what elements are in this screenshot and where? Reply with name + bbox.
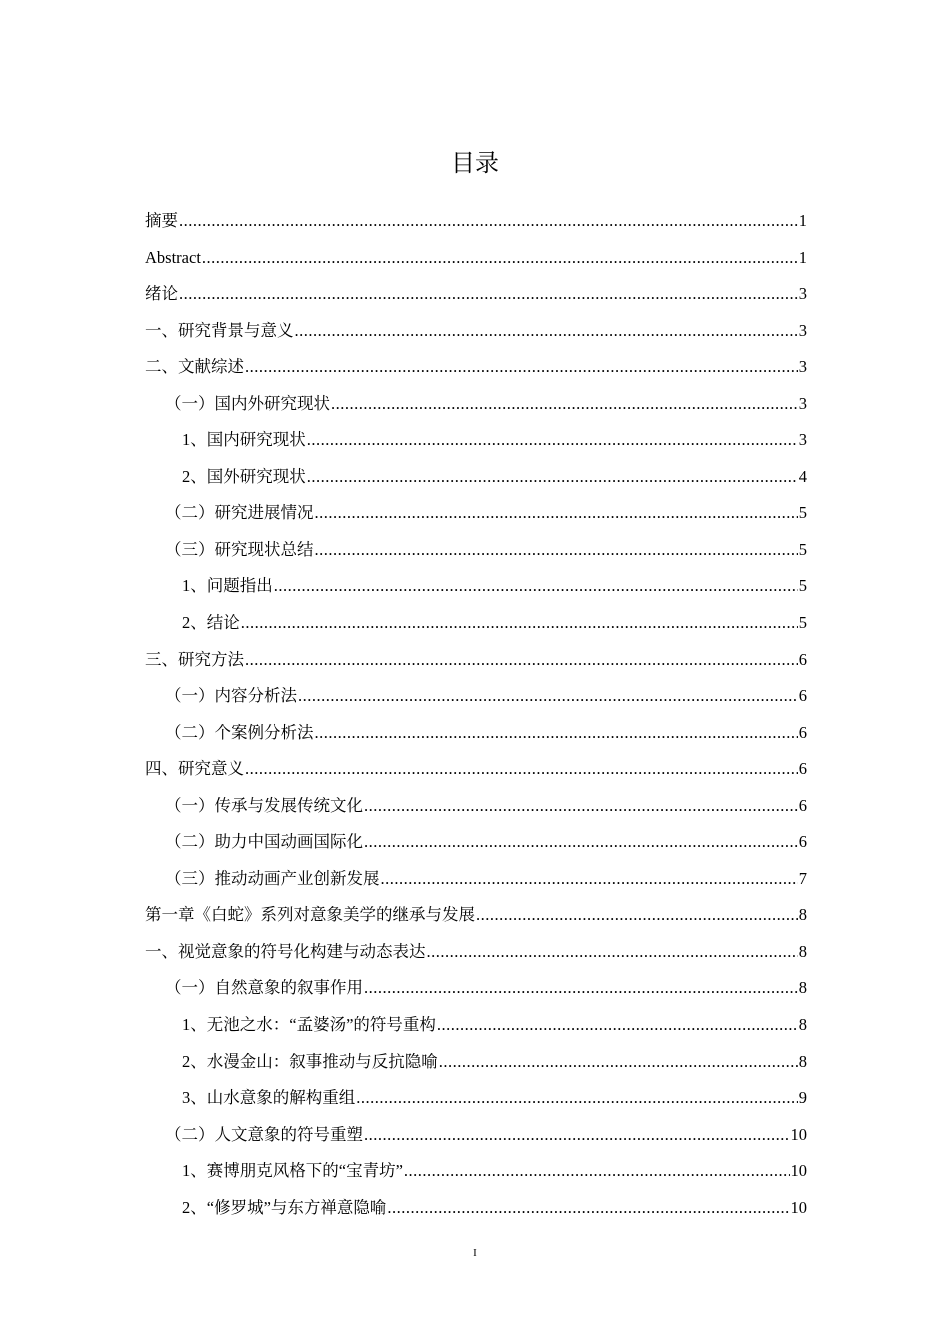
- dot-leader: [315, 715, 798, 751]
- dot-leader: [364, 824, 798, 860]
- dot-leader: [356, 1080, 798, 1116]
- dot-leader: [179, 276, 798, 312]
- toc-entry[interactable]: [145, 1044, 807, 1081]
- dot-leader: [476, 897, 798, 933]
- dot-leader: [241, 605, 798, 641]
- toc-entry-page-number: 3: [798, 393, 807, 413]
- toc-entry-label: 1、国内研究现状: [182, 430, 306, 450]
- dot-leader: [387, 1190, 789, 1226]
- toc-entry-label: 一、视觉意象的符号化构建与动态表达: [145, 941, 426, 961]
- dot-leader: [202, 240, 798, 276]
- toc-entry-page-number: 6: [798, 795, 807, 815]
- toc-entry-page-number: 8: [798, 978, 807, 998]
- dot-leader: [404, 1153, 790, 1189]
- toc-entry-label: （三）推动动画产业创新发展: [165, 868, 380, 888]
- toc-entry[interactable]: [145, 203, 807, 240]
- toc-entry-label: 四、研究意义: [145, 759, 244, 779]
- toc-entry-page-number: 6: [798, 832, 807, 852]
- toc-entry-label: 2、国外研究现状: [182, 466, 306, 486]
- dot-leader: [245, 642, 798, 678]
- toc-entry-label: （三）研究现状总结: [165, 539, 314, 559]
- toc-entry-label: 1、赛博朋克风格下的“宝青坊”: [182, 1161, 403, 1181]
- toc-entry[interactable]: [145, 1080, 807, 1117]
- toc-entry[interactable]: [145, 313, 807, 350]
- toc-entry[interactable]: [145, 495, 807, 532]
- toc-entry-label: 1、无池之水：“孟婆汤”的符号重构: [182, 1015, 436, 1035]
- dot-leader: [179, 203, 798, 239]
- dot-leader: [381, 861, 798, 897]
- toc-entry-page-number: 5: [798, 503, 807, 523]
- toc-entry[interactable]: [145, 386, 807, 423]
- toc-entry[interactable]: [145, 1153, 807, 1190]
- dot-leader: [437, 1007, 798, 1043]
- toc-entry[interactable]: [145, 751, 807, 788]
- toc-entry[interactable]: [145, 532, 807, 569]
- toc-entry-label: （二）助力中国动画国际化: [165, 832, 363, 852]
- toc-entry[interactable]: [145, 897, 807, 934]
- toc-entry-label: 3、山水意象的解构重组: [182, 1088, 356, 1108]
- toc-entry-page-number: 4: [798, 466, 807, 486]
- toc-entry-label: Abstract: [145, 247, 201, 267]
- toc-entry-label: （二）研究进展情况: [165, 503, 314, 523]
- toc-entry-page-number: 5: [798, 576, 807, 596]
- toc-entry-page-number: 5: [798, 613, 807, 633]
- toc-entry-page-number: 7: [798, 868, 807, 888]
- dot-leader: [364, 1117, 790, 1153]
- toc-entry-page-number: 3: [798, 320, 807, 340]
- toc-entry-label: 一、研究背景与意义: [145, 320, 294, 340]
- toc-entry-label: 2、结论: [182, 613, 240, 633]
- toc-entry-label: 绪论: [145, 284, 178, 304]
- toc-title: 目录: [451, 149, 499, 177]
- toc-entry-label: （一）内容分析法: [165, 686, 297, 706]
- toc-entry-label: 2、水漫金山：叙事推动与反抗隐喻: [182, 1051, 438, 1071]
- toc-entry-label: 1、问题指出: [182, 576, 273, 596]
- toc-entry[interactable]: [145, 605, 807, 642]
- toc-entry[interactable]: [145, 349, 807, 386]
- dot-leader: [315, 495, 798, 531]
- toc-entry-page-number: 3: [798, 430, 807, 450]
- toc-entry[interactable]: [145, 1007, 807, 1044]
- toc-entry[interactable]: [145, 715, 807, 752]
- dot-leader: [439, 1044, 798, 1080]
- toc-entry-label: （一）国内外研究现状: [165, 393, 330, 413]
- dot-leader: [315, 532, 798, 568]
- page-number-footer: I: [473, 1247, 477, 1259]
- toc-entry-page-number: 3: [798, 284, 807, 304]
- dot-leader: [307, 459, 798, 495]
- dot-leader: [245, 349, 798, 385]
- toc-entry-label: （一）传承与发展传统文化: [165, 795, 363, 815]
- toc-entry-page-number: 8: [798, 1051, 807, 1071]
- toc-entry-page-number: 5: [798, 539, 807, 559]
- dot-leader: [364, 788, 798, 824]
- toc-entry-page-number: 10: [790, 1161, 807, 1181]
- toc-entry[interactable]: [145, 824, 807, 861]
- toc-entry-label: 2、“修罗城”与东方禅意隐喻: [182, 1197, 387, 1217]
- toc-entry-page-number: 1: [798, 211, 807, 230]
- dot-leader: [298, 678, 798, 714]
- dot-leader: [331, 386, 798, 422]
- toc-entry-page-number: 6: [798, 649, 807, 669]
- toc-entry-label: （一）自然意象的叙事作用: [165, 978, 363, 998]
- dot-leader: [364, 970, 798, 1006]
- toc-entry[interactable]: [145, 861, 807, 898]
- toc-entry[interactable]: [145, 568, 807, 605]
- toc-entry-label: （二）人文意象的符号重塑: [165, 1124, 363, 1144]
- toc-entry[interactable]: [145, 276, 807, 313]
- dot-leader: [295, 313, 798, 349]
- dot-leader: [427, 934, 798, 970]
- toc-entry-page-number: 6: [798, 722, 807, 742]
- toc-entry-label: 二、文献综述: [145, 357, 244, 377]
- dot-leader: [245, 751, 798, 787]
- toc-entry[interactable]: [145, 934, 807, 971]
- toc-entry[interactable]: [145, 240, 807, 277]
- toc-entry-page-number: 6: [798, 759, 807, 779]
- toc-entry-page-number: 3: [798, 357, 807, 377]
- toc-entry[interactable]: [145, 678, 807, 715]
- toc-entry-label: 第一章《白蛇》系列对意象美学的继承与发展: [145, 905, 475, 925]
- toc-entry[interactable]: [145, 1117, 807, 1154]
- toc-entry[interactable]: [145, 459, 807, 496]
- toc-entry[interactable]: [145, 422, 807, 459]
- dot-leader: [307, 422, 798, 458]
- toc-entry-label: 三、研究方法: [145, 649, 244, 669]
- toc-entry-page-number: 10: [790, 1197, 807, 1217]
- toc-entry-page-number: 8: [798, 1015, 807, 1035]
- toc-entry-label: （二）个案例分析法: [165, 722, 314, 742]
- toc-entry-label: 摘要: [145, 211, 178, 230]
- toc-entry[interactable]: [145, 970, 807, 1007]
- toc-entry-page-number: 10: [790, 1124, 807, 1144]
- toc-entry-page-number: 9: [798, 1088, 807, 1108]
- toc-entry[interactable]: [145, 788, 807, 825]
- toc-entry-page-number: 6: [798, 686, 807, 706]
- toc-entry-page-number: 8: [798, 905, 807, 925]
- toc-entry[interactable]: [145, 1190, 807, 1227]
- toc-entry-page-number: 8: [798, 941, 807, 961]
- dot-leader: [274, 568, 798, 604]
- table-of-contents: [145, 203, 807, 1226]
- toc-entry-page-number: 1: [798, 247, 807, 267]
- toc-entry[interactable]: [145, 642, 807, 679]
